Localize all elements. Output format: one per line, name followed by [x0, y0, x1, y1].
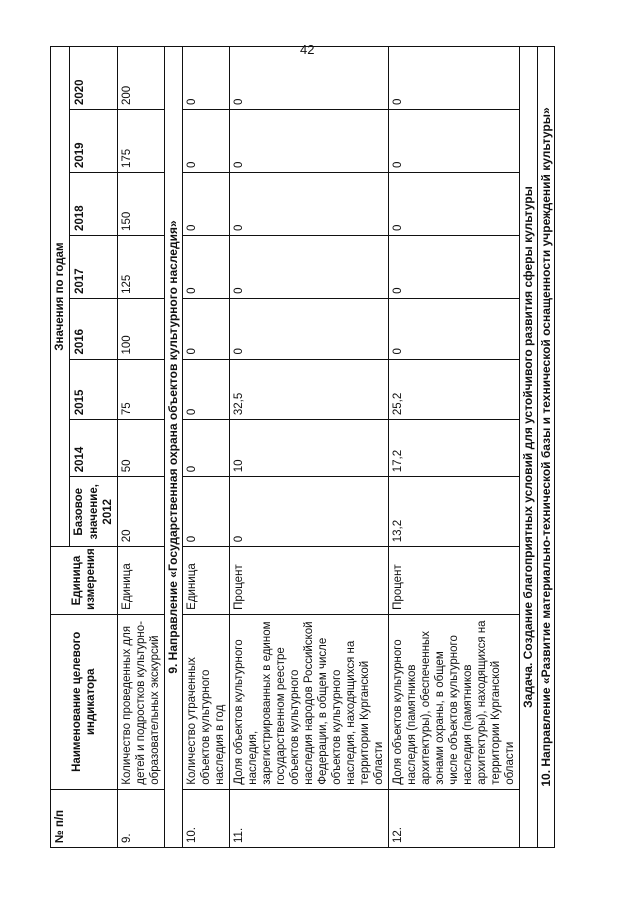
row-value: 0 [388, 235, 519, 298]
header-years-group: Значения по годам [51, 47, 70, 547]
table-row [388, 47, 519, 848]
row-unit: Процент [229, 547, 388, 615]
row-unit: Единица [118, 547, 165, 615]
header-year: 2020 [70, 47, 118, 110]
section-10-title: 10. Направление «Развитие материально-технической базы и технической оснащенности учреждений культуры» [537, 47, 555, 848]
header-year: 2017 [70, 235, 118, 298]
row-value: 0 [229, 298, 388, 359]
indicators-table [50, 46, 555, 848]
header-unit: Единица измерения [51, 547, 118, 615]
row-value: 175 [118, 110, 165, 173]
header-name: Наименование целевого индикатора [51, 614, 118, 789]
header-year: 2014 [70, 420, 118, 477]
row-value: 50 [118, 420, 165, 477]
header-base: Базовое значение, 2012 [70, 477, 118, 547]
row-value: 0 [182, 298, 229, 359]
row-value: 0 [229, 110, 388, 173]
row-base: 0 [229, 477, 388, 547]
row-name: Доля объектов культурного наследия (памятников архитектуры), обеспеченных зонами охраны, в общем числе объектов культурного наследия (памятников архитектуры), находящихся на территории Курганской области [388, 614, 519, 789]
row-base: 13,2 [388, 477, 519, 547]
row-value: 0 [229, 47, 388, 110]
row-value: 17,2 [388, 420, 519, 477]
section-row [537, 47, 555, 848]
table-header-row [51, 47, 70, 848]
row-value: 0 [182, 359, 229, 420]
row-value: 10 [229, 420, 388, 477]
row-value: 0 [182, 173, 229, 236]
row-value: 150 [118, 173, 165, 236]
row-value: 100 [118, 298, 165, 359]
row-value: 75 [118, 359, 165, 420]
header-num: № п/п [51, 789, 118, 847]
row-value: 32,5 [229, 359, 388, 420]
row-base: 0 [182, 477, 229, 547]
row-num: 11. [229, 789, 388, 847]
row-value: 0 [182, 47, 229, 110]
row-value: 0 [182, 110, 229, 173]
row-num: 10. [182, 789, 229, 847]
row-num: 9. [118, 789, 165, 847]
row-num: 12. [388, 789, 519, 847]
table-row [229, 47, 388, 848]
row-value: 0 [229, 173, 388, 236]
row-value: 25,2 [388, 359, 519, 420]
section-9-title: 9. Направление «Государственная охрана объектов культурного наследия» [165, 47, 183, 848]
task-title: Задача. Создание благоприятных условий для устойчивого развития сферы культуры [520, 47, 538, 848]
task-row [520, 47, 538, 848]
row-value: 0 [229, 235, 388, 298]
row-unit: Процент [388, 547, 519, 615]
header-year: 2016 [70, 298, 118, 359]
row-value: 0 [182, 235, 229, 298]
row-value: 0 [388, 298, 519, 359]
rotated-page-content [50, 46, 553, 848]
row-value: 0 [388, 110, 519, 173]
header-year: 2018 [70, 173, 118, 236]
row-name: Количество утраченных объектов культурного наследия в год [182, 614, 229, 789]
row-base: 20 [118, 477, 165, 547]
header-year: 2015 [70, 359, 118, 420]
row-value: 0 [388, 173, 519, 236]
row-name: Доля объектов культурного наследия, зарегистрированных в едином государственном реестре объектов культурного наследия народов Российской Федерации, в общем числе объектов культурного наследия, находящихся на территории Курганской области [229, 614, 388, 789]
row-name: Количество проведенных для детей и подростков культурно-образовательных экскурсий [118, 614, 165, 789]
row-value: 200 [118, 47, 165, 110]
row-unit: Единица [182, 547, 229, 615]
row-value: 125 [118, 235, 165, 298]
row-value: 0 [388, 47, 519, 110]
row-value: 0 [182, 420, 229, 477]
table-row [118, 47, 165, 848]
header-year: 2019 [70, 110, 118, 173]
table-row [182, 47, 229, 848]
section-row [165, 47, 183, 848]
page-number: 42 [300, 42, 315, 57]
